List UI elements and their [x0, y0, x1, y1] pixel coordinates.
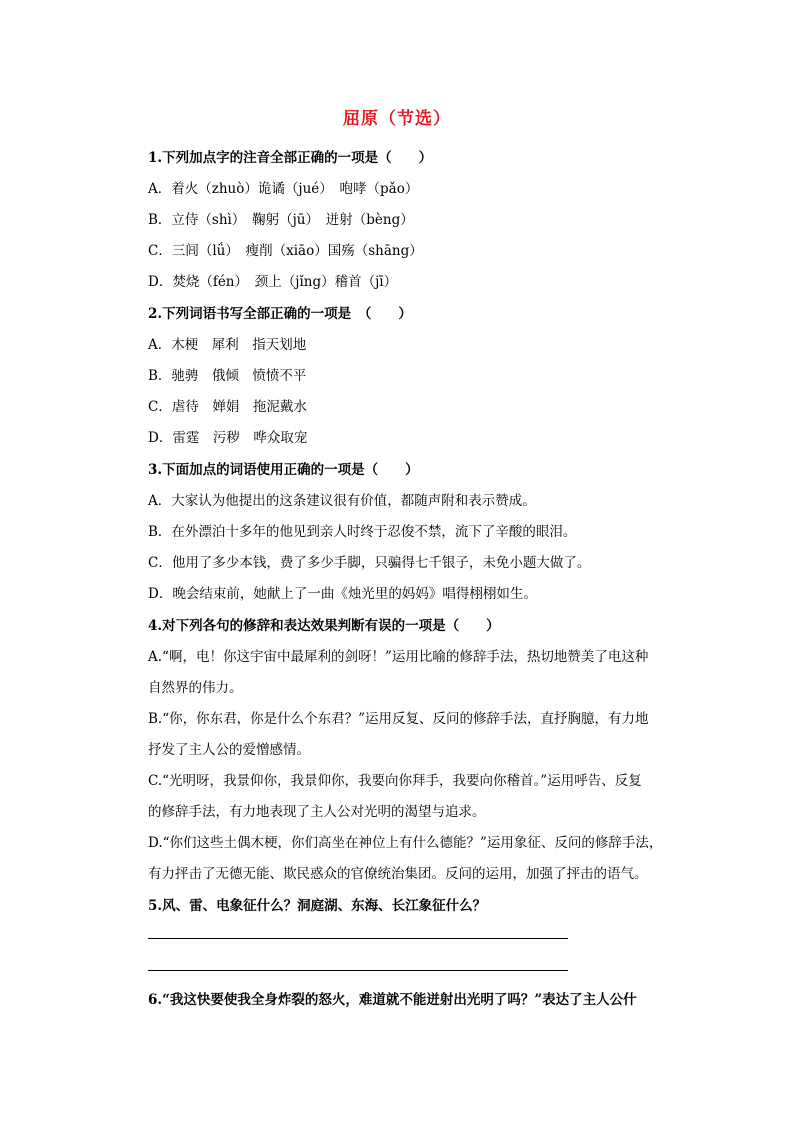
question-4-option-c-line2: 的修辞手法，有力地表现了主人公对光明的渴望与追求。: [148, 804, 486, 820]
question-3-stem: 3.下面加点的词语使用正确的一项是（ ）: [148, 462, 419, 478]
document-title: 屈原（节选）: [343, 109, 451, 129]
question-4-option-d-line2: 有力抨击了无德无能、欺民惑众的官僚统治集团。反问的运用，加强了抨击的语气。: [148, 866, 648, 882]
question-5-stem: 5.风、雷、电象征什么？洞庭湖、东海、长江象征什么？: [148, 898, 487, 914]
answer-line-2: [148, 970, 568, 971]
question-4-option-b-line1: B.“你，你东君，你是什么个东君？”运用反复、反问的修辞手法，直抒胸臆，有力地: [148, 711, 649, 727]
question-6-stem: 6.“我这快要使我全身炸裂的怒火，难道就不能迸射出光明了吗？”表达了主人公什: [148, 992, 637, 1008]
question-2-option-a: A．木梗 犀利 指天划地: [148, 337, 307, 353]
question-1-option-b: B．立侍（shì） 鞠躬（jū） 迸射（bèng）: [148, 212, 414, 228]
question-4-option-b-line2: 抒发了主人公的爱憎感情。: [148, 742, 310, 758]
question-4-option-a-line2: 自然界的伟力。: [148, 680, 243, 696]
question-2-option-c: C．虐待 婵娟 拖泥戴水: [148, 399, 307, 415]
question-3-option-a: A．大家认为他提出的这条建议很有价值，都随声附和表示赞成。: [148, 493, 536, 509]
question-4-option-a-line1: A.“啊，电！你这宇宙中最犀利的剑呀！”运用比喻的修辞手法，热切地赞美了电这种: [148, 649, 649, 665]
question-1-option-d: D．焚烧（fén） 颈上（jǐng）稽首（jī）: [148, 274, 398, 290]
question-4-stem: 4.对下列各句的修辞和表达效果判断有误的一项是（ ）: [148, 618, 500, 634]
question-2-option-b: B．驰骋 俄倾 愤愤不平: [148, 368, 307, 384]
question-4-option-d-line1: D.“你们这些土偶木梗，你们高坐在神位上有什么德能？”运用象征、反问的修辞手法，: [148, 835, 663, 851]
question-2-stem: 2.下列词语书写全部正确的一项是 （ ）: [148, 306, 412, 322]
question-3-option-b: B．在外漂泊十多年的他见到亲人时终于忍俊不禁，流下了辛酸的眼泪。: [148, 524, 577, 540]
question-4-option-c-line1: C.“光明呀，我景仰你，我景仰你，我要向你拜手，我要向你稽首。”运用呼告、反复: [148, 773, 642, 789]
question-3-option-c: C．他用了多少本钱，费了多少手脚，只骗得七千银子，未免小题大做了。: [148, 555, 591, 571]
answer-line-1: [148, 938, 568, 939]
question-3-option-d: D．晚会结束前，她献上了一曲《烛光里的妈妈》唱得栩栩如生。: [148, 586, 537, 602]
question-2-option-d: D．雷霆 污秽 哗众取宠: [148, 430, 308, 446]
question-1-stem: 1.下列加点字的注音全部正确的一项是（ ）: [148, 150, 433, 166]
question-1-option-c: C．三闾（lǘ） 瘦削（xiāo）国殇（shāng）: [148, 243, 423, 259]
question-1-option-a: A．着火（zhuò）诡谲（jué） 咆哮（pǎo）: [148, 181, 419, 197]
